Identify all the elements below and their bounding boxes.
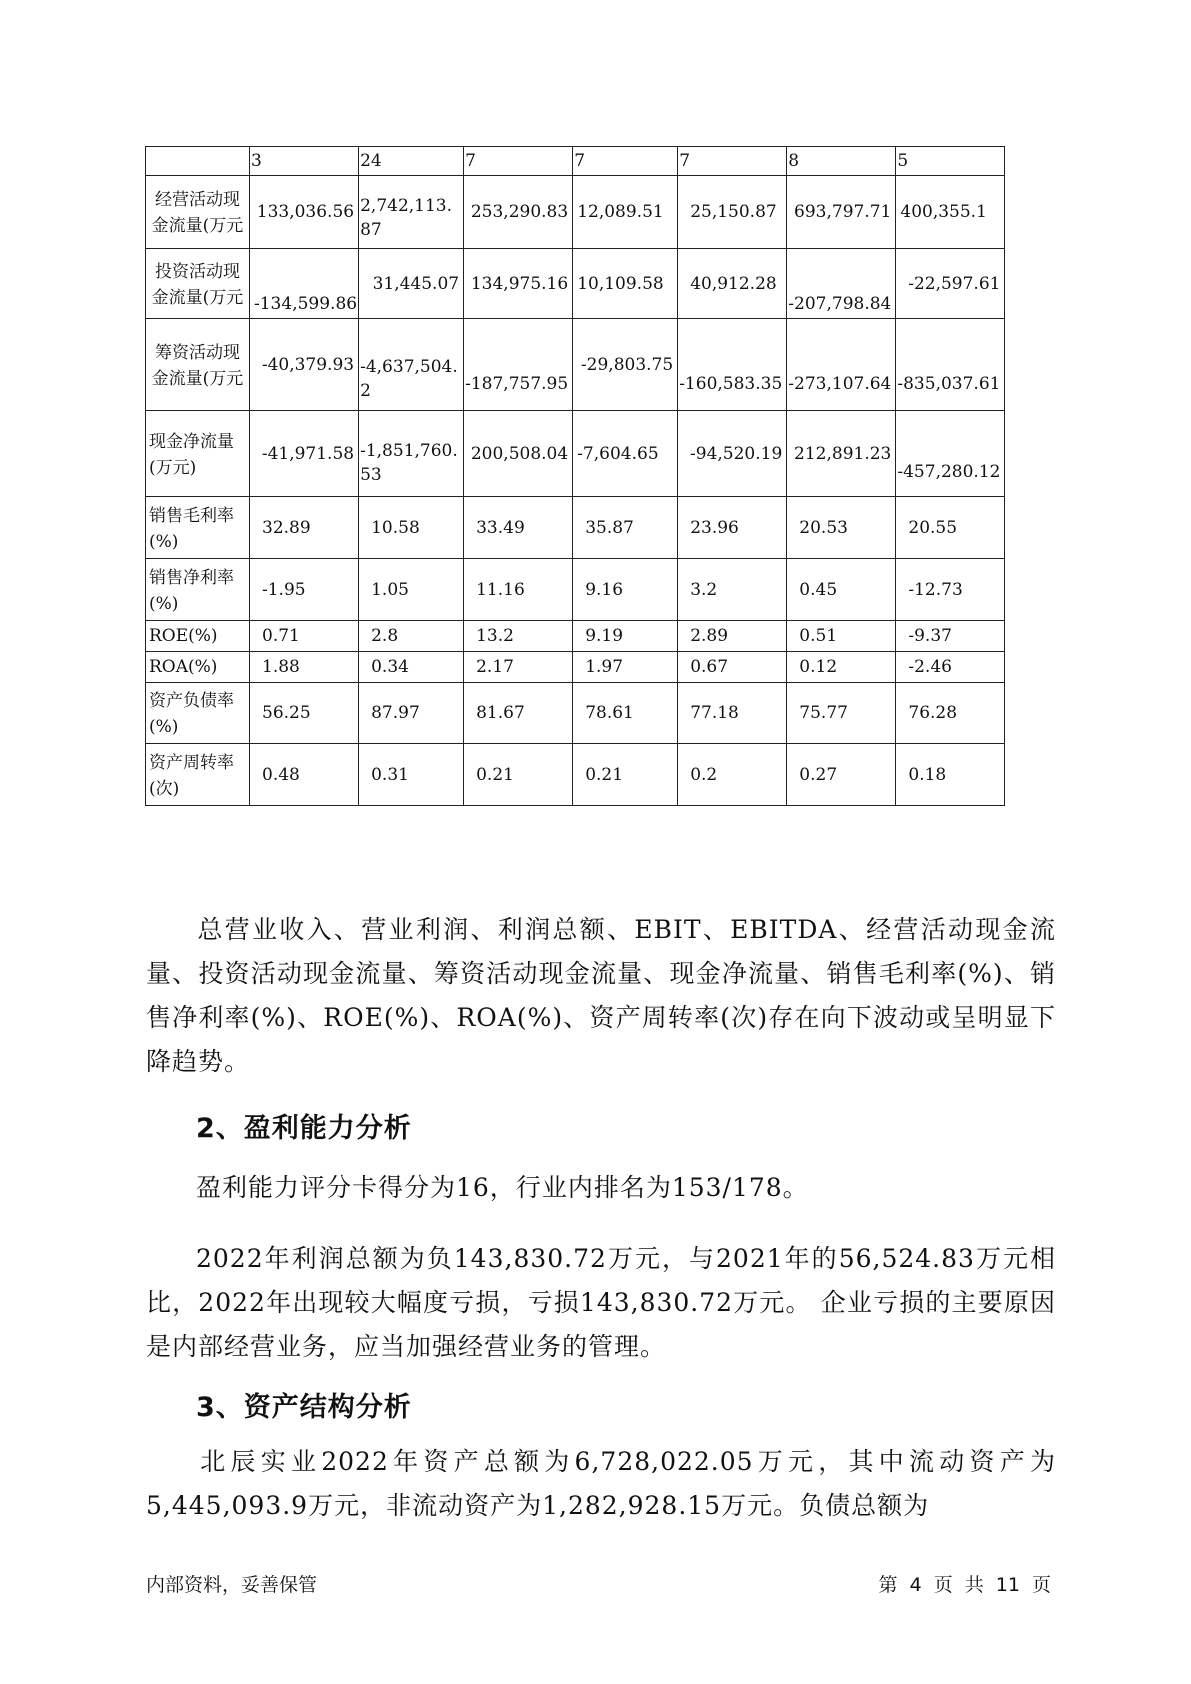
table-cell: -1.95 <box>250 559 359 621</box>
section-heading-profitability: 2、盈利能力分析 <box>196 1113 412 1144</box>
table-cell: -12.73 <box>896 559 1005 621</box>
table-cell: 56.25 <box>250 683 359 744</box>
table-cell: 7 <box>678 147 787 176</box>
table-cell: 0.51 <box>787 621 896 652</box>
table-cell: 1.05 <box>359 559 464 621</box>
table-cell: -29,803.75 <box>573 319 678 411</box>
table-cell: 9.16 <box>573 559 678 621</box>
table-cell: 8 <box>787 147 896 176</box>
table-row <box>146 497 1005 559</box>
table-cell: 12,089.51 <box>573 176 678 249</box>
table-cell: -4,637,504.2 <box>359 319 464 411</box>
row-label: 筹资活动现金流量(万元 <box>146 319 250 411</box>
table-cell: 23.96 <box>678 497 787 559</box>
table-cell: 1.97 <box>573 652 678 683</box>
table-cell: 0.45 <box>787 559 896 621</box>
row-label: 销售净利率(%) <box>146 559 250 621</box>
table-cell: 0.12 <box>787 652 896 683</box>
table-cell: 40,912.28 <box>678 249 787 319</box>
table-row <box>146 652 1005 683</box>
table-cell: 134,975.16 <box>464 249 573 319</box>
table-cell: 31,445.07 <box>359 249 464 319</box>
paragraph-profit-analysis <box>146 1237 1056 1369</box>
table-cell: -9.37 <box>896 621 1005 652</box>
row-label: 现金净流量(万元) <box>146 411 250 497</box>
paragraph-asset-structure <box>146 1440 1056 1528</box>
row-label: ROA(%) <box>146 652 250 683</box>
table-cell: 11.16 <box>464 559 573 621</box>
footer-confidential-note: 内部资料，妥善保管 <box>146 1574 318 1596</box>
table-cell: 253,290.83 <box>464 176 573 249</box>
table-row <box>146 249 1005 319</box>
table-cell: 200,508.04 <box>464 411 573 497</box>
table-cell: 0.2 <box>678 744 787 806</box>
table-cell: -94,520.19 <box>678 411 787 497</box>
paragraph-text: 盈利能力评分卡得分为16，行业内排名为153/178。 <box>196 1173 809 1202</box>
table-cell: -457,280.12 <box>896 411 1005 497</box>
table-cell: 0.21 <box>573 744 678 806</box>
table-cell: 87.97 <box>359 683 464 744</box>
table-cell: -40,379.93 <box>250 319 359 411</box>
paragraph-trend-summary <box>146 908 1056 1084</box>
table-cell: 9.19 <box>573 621 678 652</box>
paragraph-profitability-score <box>146 1166 1056 1210</box>
table-cell: -835,037.61 <box>896 319 1005 411</box>
table-cell: 76.28 <box>896 683 1005 744</box>
table-cell: -207,798.84 <box>787 249 896 319</box>
row-label: 资产负债率(%) <box>146 683 250 744</box>
table-cell <box>146 147 250 176</box>
row-label: 投资活动现金流量(万元 <box>146 249 250 319</box>
table-cell: 25,150.87 <box>678 176 787 249</box>
table-cell: -187,757.95 <box>464 319 573 411</box>
table-cell: 13.2 <box>464 621 573 652</box>
table-cell: 0.21 <box>464 744 573 806</box>
financial-indicators-table <box>145 146 1005 806</box>
table-cell: 0.48 <box>250 744 359 806</box>
row-label: 经营活动现金流量(万元 <box>146 176 250 249</box>
table-cell: 24 <box>359 147 464 176</box>
row-label: ROE(%) <box>146 621 250 652</box>
row-label: 资产周转率(次) <box>146 744 250 806</box>
table-cell: -22,597.61 <box>896 249 1005 319</box>
row-label: 销售毛利率(%) <box>146 497 250 559</box>
table-cell: 81.67 <box>464 683 573 744</box>
table-cell: 1.88 <box>250 652 359 683</box>
table-cell: -2.46 <box>896 652 1005 683</box>
table-cell: 3.2 <box>678 559 787 621</box>
table-row <box>146 319 1005 411</box>
table-cell: 35.87 <box>573 497 678 559</box>
table-row <box>146 411 1005 497</box>
table-cell: 7 <box>573 147 678 176</box>
table-cell: 693,797.71 <box>787 176 896 249</box>
table-cell: 0.71 <box>250 621 359 652</box>
table-cell: 78.61 <box>573 683 678 744</box>
table-cell: -160,583.35 <box>678 319 787 411</box>
paragraph-text: 总营业收入、营业利润、利润总额、EBIT、EBITDA、经营活动现金流量、投资活动现金流量、筹资活动现金流量、现金净流量、销售毛利率(%)、销售净利率(%)、ROE(%)、ROA(%)、资产周转率(次)存在向下波动或呈明显下降趋势。 <box>146 915 1056 1076</box>
table-cell: -1,851,760.53 <box>359 411 464 497</box>
table-cell: -7,604.65 <box>573 411 678 497</box>
table-row <box>146 176 1005 249</box>
table-cell: 10,109.58 <box>573 249 678 319</box>
table-row <box>146 559 1005 621</box>
table-cell: 75.77 <box>787 683 896 744</box>
table-cell: 2.89 <box>678 621 787 652</box>
table-cell: 32.89 <box>250 497 359 559</box>
table-header-row <box>146 147 1005 176</box>
table-cell: 133,036.56 <box>250 176 359 249</box>
table-cell: -134,599.86 <box>250 249 359 319</box>
table-cell: 7 <box>464 147 573 176</box>
table-cell: 0.18 <box>896 744 1005 806</box>
table-cell: 10.58 <box>359 497 464 559</box>
table-cell: 2.8 <box>359 621 464 652</box>
table-cell: -273,107.64 <box>787 319 896 411</box>
table-cell: 2,742,113.87 <box>359 176 464 249</box>
table-cell: 0.67 <box>678 652 787 683</box>
table-cell: 2.17 <box>464 652 573 683</box>
table-row <box>146 621 1005 652</box>
table-cell: 77.18 <box>678 683 787 744</box>
table-cell: 0.27 <box>787 744 896 806</box>
table-cell: -41,971.58 <box>250 411 359 497</box>
table-cell: 5 <box>896 147 1005 176</box>
paragraph-text: 北辰实业2022年资产总额为6,728,022.05万元，其中流动资产为5,445,093.9万元，非流动资产为1,282,928.15万元。负债总额为 <box>146 1447 1056 1520</box>
table-cell: 20.53 <box>787 497 896 559</box>
table-cell: 212,891.23 <box>787 411 896 497</box>
footer-page-number: 第 4 页 共 11 页 <box>878 1574 1051 1596</box>
paragraph-text: 2022年利润总额为负143,830.72万元，与2021年的56,524.83万元相比，2022年出现较大幅度亏损，亏损143,830.72万元。 企业亏损的主要原因是内部经营业务，应当加强经营业务的管理。 <box>146 1244 1056 1361</box>
table-row <box>146 744 1005 806</box>
table-row <box>146 683 1005 744</box>
table-cell: 0.31 <box>359 744 464 806</box>
section-heading-asset-structure: 3、资产结构分析 <box>196 1392 412 1423</box>
table-cell: 0.34 <box>359 652 464 683</box>
table-cell: 33.49 <box>464 497 573 559</box>
table-cell: 400,355.1 <box>896 176 1005 249</box>
table-cell: 3 <box>250 147 359 176</box>
table-cell: 20.55 <box>896 497 1005 559</box>
